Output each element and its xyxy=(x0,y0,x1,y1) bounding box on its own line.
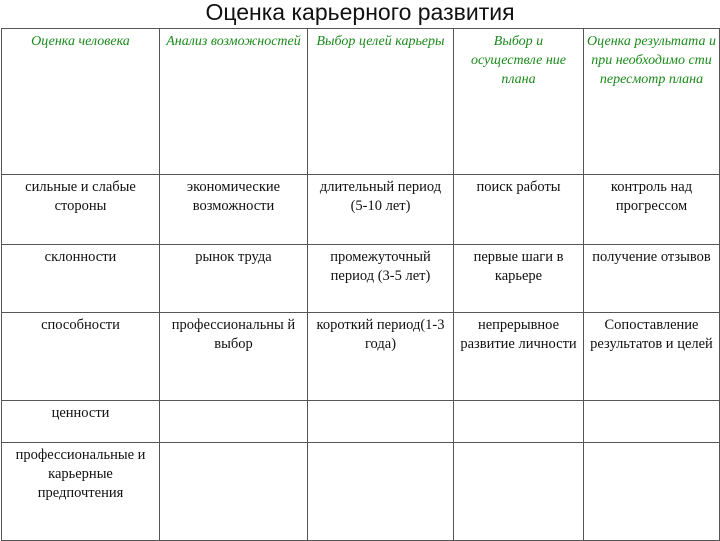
table-cell xyxy=(454,443,584,541)
header-result-evaluation: Оценка результата и при необходимо сти пересмотр плана xyxy=(584,29,720,175)
table-cell: профессиональны й выбор xyxy=(160,313,308,401)
table-row xyxy=(2,175,720,245)
table-cell: первые шаги в карьере xyxy=(454,245,584,313)
page-title: Оценка карьерного развития xyxy=(205,0,515,25)
table-cell xyxy=(454,401,584,443)
table-cell: получение отзывов xyxy=(584,245,720,313)
table-row xyxy=(2,401,720,443)
table-cell: ценности xyxy=(2,401,160,443)
table-cell: промежуточный период (3-5 лет) xyxy=(308,245,454,313)
table-row xyxy=(2,245,720,313)
table-cell: рынок труда xyxy=(160,245,308,313)
table-header-row xyxy=(2,29,720,175)
table-cell: поиск работы xyxy=(454,175,584,245)
table-cell: профессиональные и карьерные предпочтения xyxy=(2,443,160,541)
table-cell: сильные и слабые стороны xyxy=(2,175,160,245)
table-cell: Сопоставление результатов и целей xyxy=(584,313,720,401)
table-cell xyxy=(584,443,720,541)
table-cell xyxy=(308,443,454,541)
table-cell: способности xyxy=(2,313,160,401)
table-cell: контроль над прогрессом xyxy=(584,175,720,245)
table-cell xyxy=(160,443,308,541)
table-cell xyxy=(308,401,454,443)
table-row xyxy=(2,443,720,541)
header-opportunity-analysis: Анализ возможностей xyxy=(160,29,308,175)
table-cell: склонности xyxy=(2,245,160,313)
table-cell xyxy=(160,401,308,443)
table-cell: экономические возможности xyxy=(160,175,308,245)
table-cell: непрерывное развитие личности xyxy=(454,313,584,401)
table-cell: длительный период (5-10 лет) xyxy=(308,175,454,245)
table-cell: короткий период(1-3 года) xyxy=(308,313,454,401)
header-plan-execution: Выбор и осуществле ние плана xyxy=(454,29,584,175)
table-cell xyxy=(584,401,720,443)
header-person-assessment: Оценка человека xyxy=(2,29,160,175)
career-assessment-table xyxy=(1,28,720,541)
header-career-goals: Выбор целей карьеры xyxy=(308,29,454,175)
table-row xyxy=(2,313,720,401)
